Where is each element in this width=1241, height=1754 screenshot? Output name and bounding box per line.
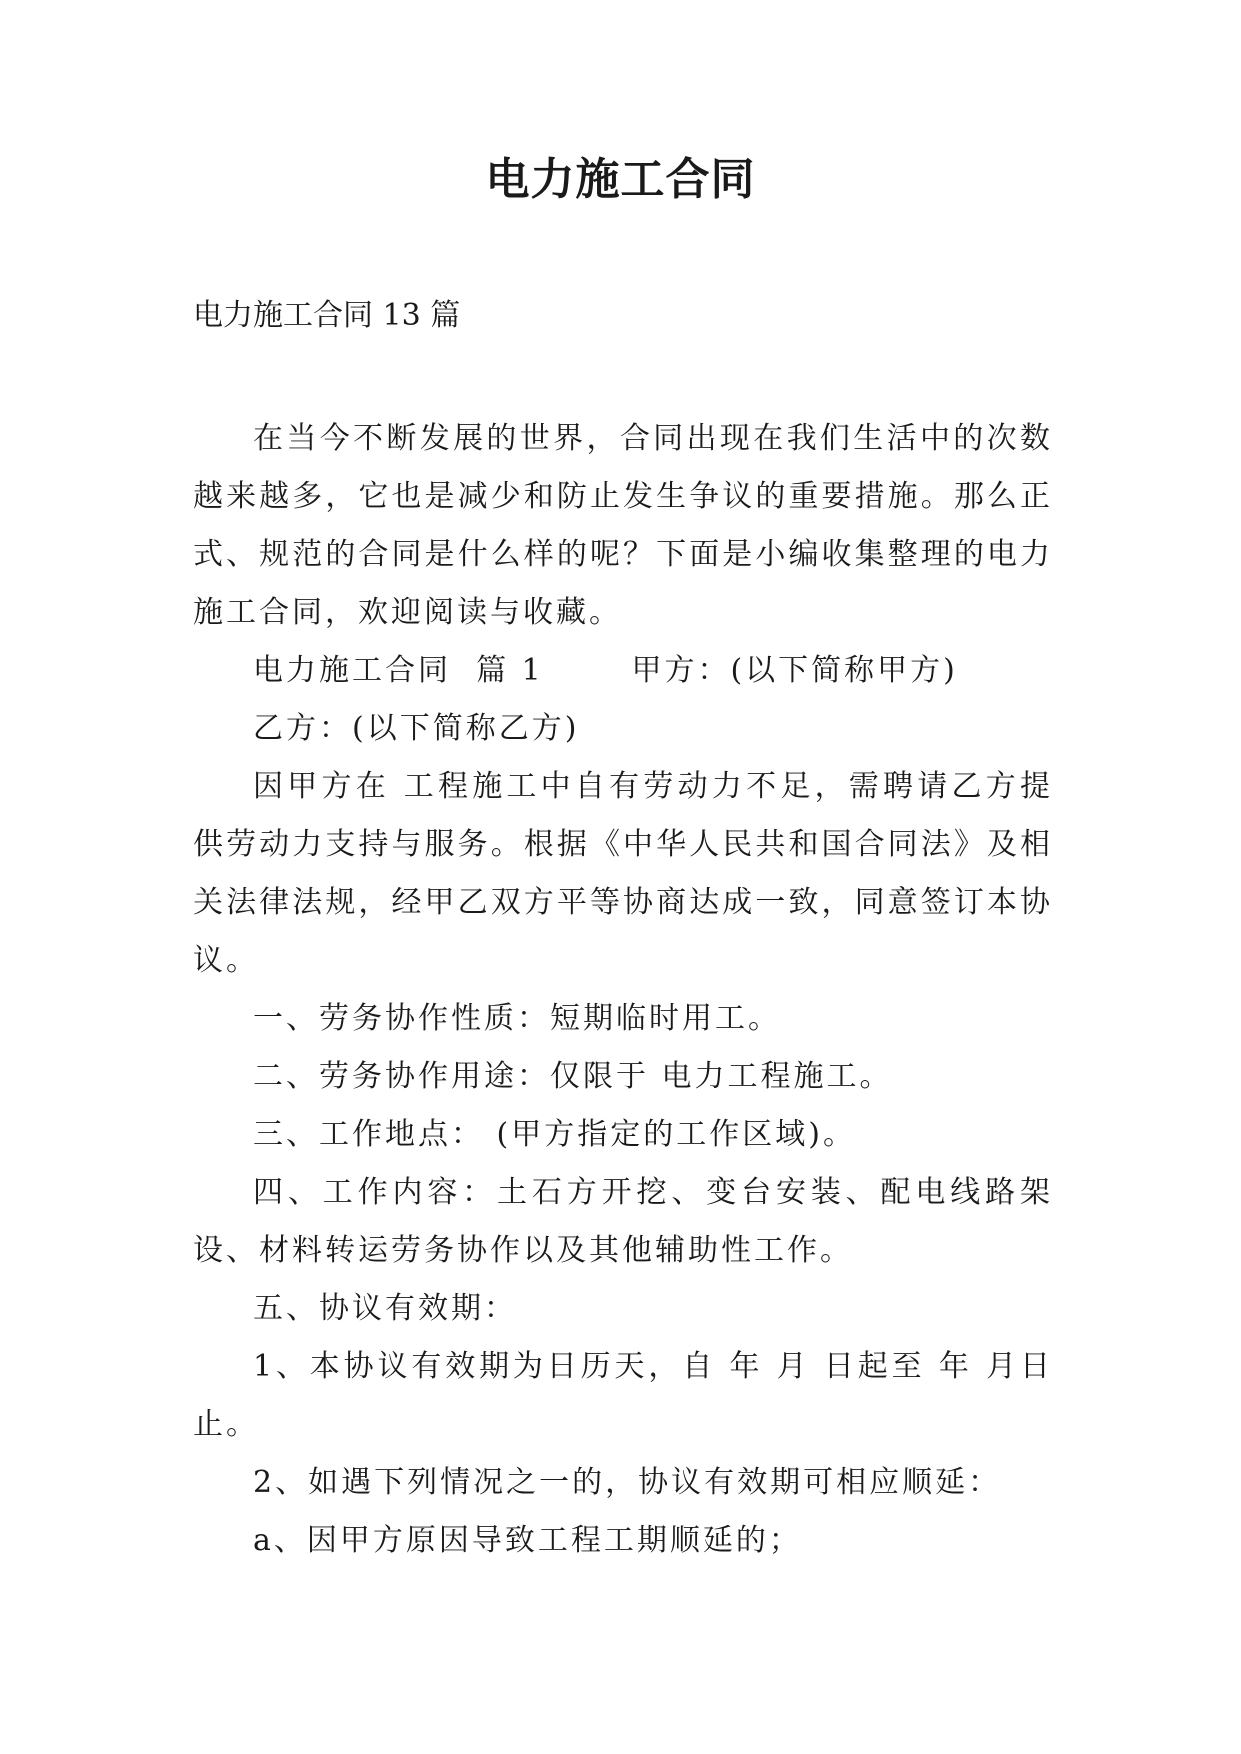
clause-validity-2a: a、因甲方原因导致工程工期顺延的； xyxy=(253,1523,802,1558)
intro-paragraph: 在当今不断发展的世界，合同出现在我们生活中的次数越来越多，它也是减少和防止发生争议的重要措施。那么正式、规范的合同是什么样的呢？下面是小编收集整理的电力施工合同，欢迎阅读与收藏。 xyxy=(193,421,1053,630)
background-paragraph: 因甲方在 工程施工中自有劳动力不足，需聘请乙方提供劳动力支持与服务。根据《中华人民共和国合同法》及相关法律法规，经甲乙双方平等协商达成一致，同意签订本协议。 xyxy=(193,769,1053,978)
clause-nature: 一、劳务协作性质：短期临时用工。 xyxy=(253,1001,781,1036)
clause-location: 三、工作地点： (甲方指定的工作区域)。 xyxy=(253,1117,856,1152)
document-title: 电力施工合同 xyxy=(485,154,756,205)
clause-purpose: 二、劳务协作用途：仅限于 电力工程施工。 xyxy=(253,1059,893,1094)
party-b-paragraph: 乙方：(以下简称乙方) xyxy=(253,711,580,746)
clause-validity-2: 2、如遇下列情况之一的，协议有效期可相应顺延： xyxy=(253,1465,1002,1500)
document-subtitle: 电力施工合同 13 篇 xyxy=(193,298,461,333)
document-body xyxy=(193,410,1053,1570)
clause-content: 四、工作内容：土石方开挖、变台安装、配电线路架设、材料转运劳务协作以及其他辅助性工作。 xyxy=(193,1175,1053,1268)
contract-heading-paragraph: 电力施工合同 篇 1 甲方：(以下简称甲方) xyxy=(253,653,958,688)
clause-validity: 五、协议有效期： xyxy=(253,1291,517,1326)
clause-validity-1: 1、本协议有效期为日历天，自 年 月 日起至 年 月日止。 xyxy=(193,1349,1053,1442)
